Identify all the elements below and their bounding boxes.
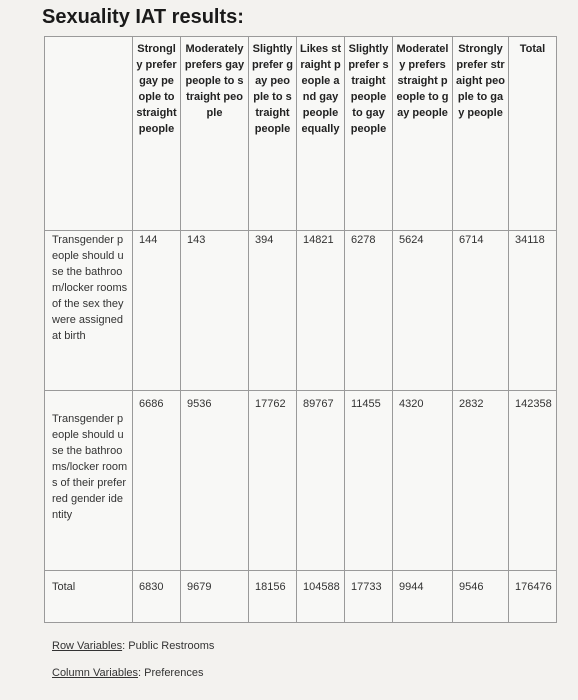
column-header: Strongly prefer gay people to straight people [133,37,181,231]
table-cell: 144 [133,231,181,391]
header-row [45,37,557,231]
table-cell: 6278 [345,231,393,391]
table-cell: 89767 [297,391,345,571]
table-cell-total: 176476 [509,571,557,623]
page-title: Sexuality IAT results: [42,6,244,28]
table-row [45,231,557,391]
column-header: Moderately prefers gay people to straight people [181,37,249,231]
table-cell: 5624 [393,231,453,391]
table-cell-total: 142358 [509,391,557,571]
column-header: Strongly prefer straight people to gay people [453,37,509,231]
column-header-total: Total [509,37,557,231]
table-cell: 11455 [345,391,393,571]
table-cell: 394 [249,231,297,391]
table-cell: 104588 [297,571,345,623]
row-variables-note: Row Variables: Public Restrooms [52,640,215,652]
table-cell: 17762 [249,391,297,571]
table-cell: 14821 [297,231,345,391]
table-cell: 9546 [453,571,509,623]
total-row [45,571,557,623]
row-variables-value: Public Restrooms [128,640,215,652]
row-label: Total [45,571,133,623]
column-header: Slightly prefer gay people to straight people [249,37,297,231]
table-cell: 6686 [133,391,181,571]
table-cell: 9536 [181,391,249,571]
row-label: Transgender people should use the bathroom/locker rooms of the sex they were assigned at birth [45,231,133,391]
results-table [44,36,557,623]
table-cell: 143 [181,231,249,391]
column-variables-note: Column Variables: Preferences [52,667,204,679]
column-header: Slightly prefer straight people to gay people [345,37,393,231]
corner-cell [45,37,133,231]
column-variables-key: Column Variables [52,667,139,679]
column-header: Moderately prefers straight people to gay people [393,37,453,231]
table-cell: 17733 [345,571,393,623]
table-cell-total: 34118 [509,231,557,391]
table-cell: 6714 [453,231,509,391]
table-row [45,391,557,571]
table-cell: 9944 [393,571,453,623]
row-label: Transgender people should use the bathrooms/locker rooms of their preferred gender identity [45,391,133,571]
column-header: Likes straight people and gay people equally [297,37,345,231]
table-cell: 4320 [393,391,453,571]
row-variables-key: Row Variables [52,640,123,652]
table-cell: 9679 [181,571,249,623]
table-cell: 6830 [133,571,181,623]
column-variables-value: Preferences [144,667,204,679]
table-cell: 2832 [453,391,509,571]
table-cell: 18156 [249,571,297,623]
